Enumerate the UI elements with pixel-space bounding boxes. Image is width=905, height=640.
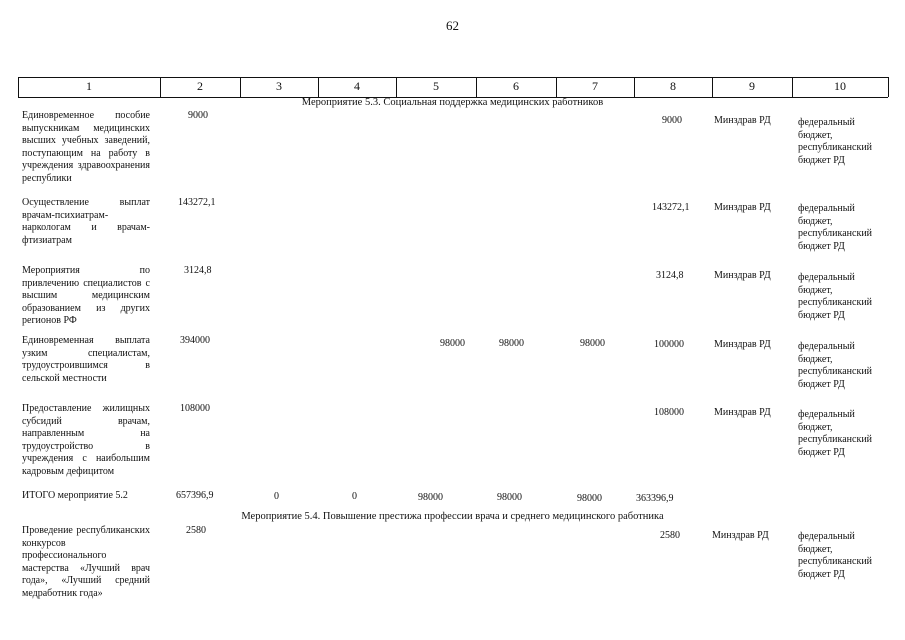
value-col-8: 108000	[654, 407, 684, 418]
column-number: 3	[276, 79, 282, 93]
value-col-2: 3124,8	[184, 265, 212, 276]
row-name: Мероприятия по привлечению специалистов с высшим медицинским образованием из других регионов РФ	[22, 265, 150, 327]
column-number: 4	[354, 79, 360, 93]
value-col-2: 394000	[180, 335, 210, 346]
value-col-7: 98000	[580, 338, 605, 349]
value-col-8: 143272,1	[652, 202, 690, 213]
row-name: Единовременная выплата узким специалистам, трудоустроившимся в сельской местности	[22, 335, 150, 384]
funding-source: федеральный бюджет, республиканский бюджет РД	[798, 341, 873, 390]
column-number: 5	[433, 79, 439, 93]
total-col-8: 363396,9	[636, 493, 674, 504]
value-col-5: 98000	[440, 338, 465, 349]
funding-source: федеральный бюджет, республиканский бюджет РД	[798, 117, 873, 166]
total-col-5: 98000	[418, 492, 443, 503]
funding-source: федеральный бюджет, республиканский бюджет РД	[798, 531, 873, 580]
col-divider	[888, 77, 889, 97]
row-name: Осуществление выплат врачам-психиатрам-наркологам и врачам-фтизиатрам	[22, 197, 150, 246]
value-col-8: 3124,8	[656, 270, 684, 281]
value-col-2: 108000	[180, 403, 210, 414]
column-number: 7	[592, 79, 598, 93]
total-col-3: 0	[274, 491, 279, 502]
value-col-8: 9000	[662, 115, 682, 126]
column-number: 9	[749, 79, 755, 93]
total-col-6: 98000	[497, 492, 522, 503]
column-number: 8	[670, 79, 676, 93]
funding-source: федеральный бюджет, республиканский бюджет РД	[798, 203, 873, 252]
value-col-6: 98000	[499, 338, 524, 349]
column-number: 1	[86, 79, 92, 93]
executor: Минздрав РД	[714, 270, 771, 281]
funding-source: федеральный бюджет, республиканский бюджет РД	[798, 409, 873, 458]
table-top-border	[18, 77, 888, 78]
value-col-8: 2580	[660, 530, 680, 541]
row-name: Проведение республиканских конкурсов профессионального мастерства «Лучший врач года», «Лучший средний медработник года»	[22, 525, 150, 599]
page-number: 62	[446, 18, 459, 33]
section-title: Мероприятие 5.4. Повышение престижа профессии врача и среднего медицинского работника	[241, 511, 664, 522]
value-col-2: 9000	[188, 110, 208, 121]
column-number: 2	[197, 79, 203, 93]
row-name: Предоставление жилищных субсидий врачам, направленным на трудоустройство в учреждения с наибольшим кадровым дефицитом	[22, 403, 150, 477]
total-col-7: 98000	[577, 493, 602, 504]
executor: Минздрав РД	[714, 407, 771, 418]
executor: Минздрав РД	[714, 115, 771, 126]
section-title: Мероприятие 5.3. Социальная поддержка медицинских работников	[301, 97, 604, 108]
value-col-8: 100000	[654, 339, 684, 350]
value-col-2: 143272,1	[178, 197, 216, 208]
row-name: Единовременное пособие выпускникам медицинских высших учебных заведений, поступающим на работу в учреждения здравоохранения республики	[22, 110, 150, 184]
column-number: 6	[513, 79, 519, 93]
value-col-2: 2580	[186, 525, 206, 536]
executor: Минздрав РД	[714, 202, 771, 213]
total-col-4: 0	[352, 491, 357, 502]
column-number: 10	[834, 79, 846, 93]
executor: Минздрав РД	[714, 339, 771, 350]
executor: Минздрав РД	[712, 530, 769, 541]
funding-source: федеральный бюджет, республиканский бюджет РД	[798, 272, 873, 321]
total-label: ИТОГО мероприятие 5.2	[22, 490, 128, 501]
total-col-2: 657396,9	[176, 490, 214, 501]
